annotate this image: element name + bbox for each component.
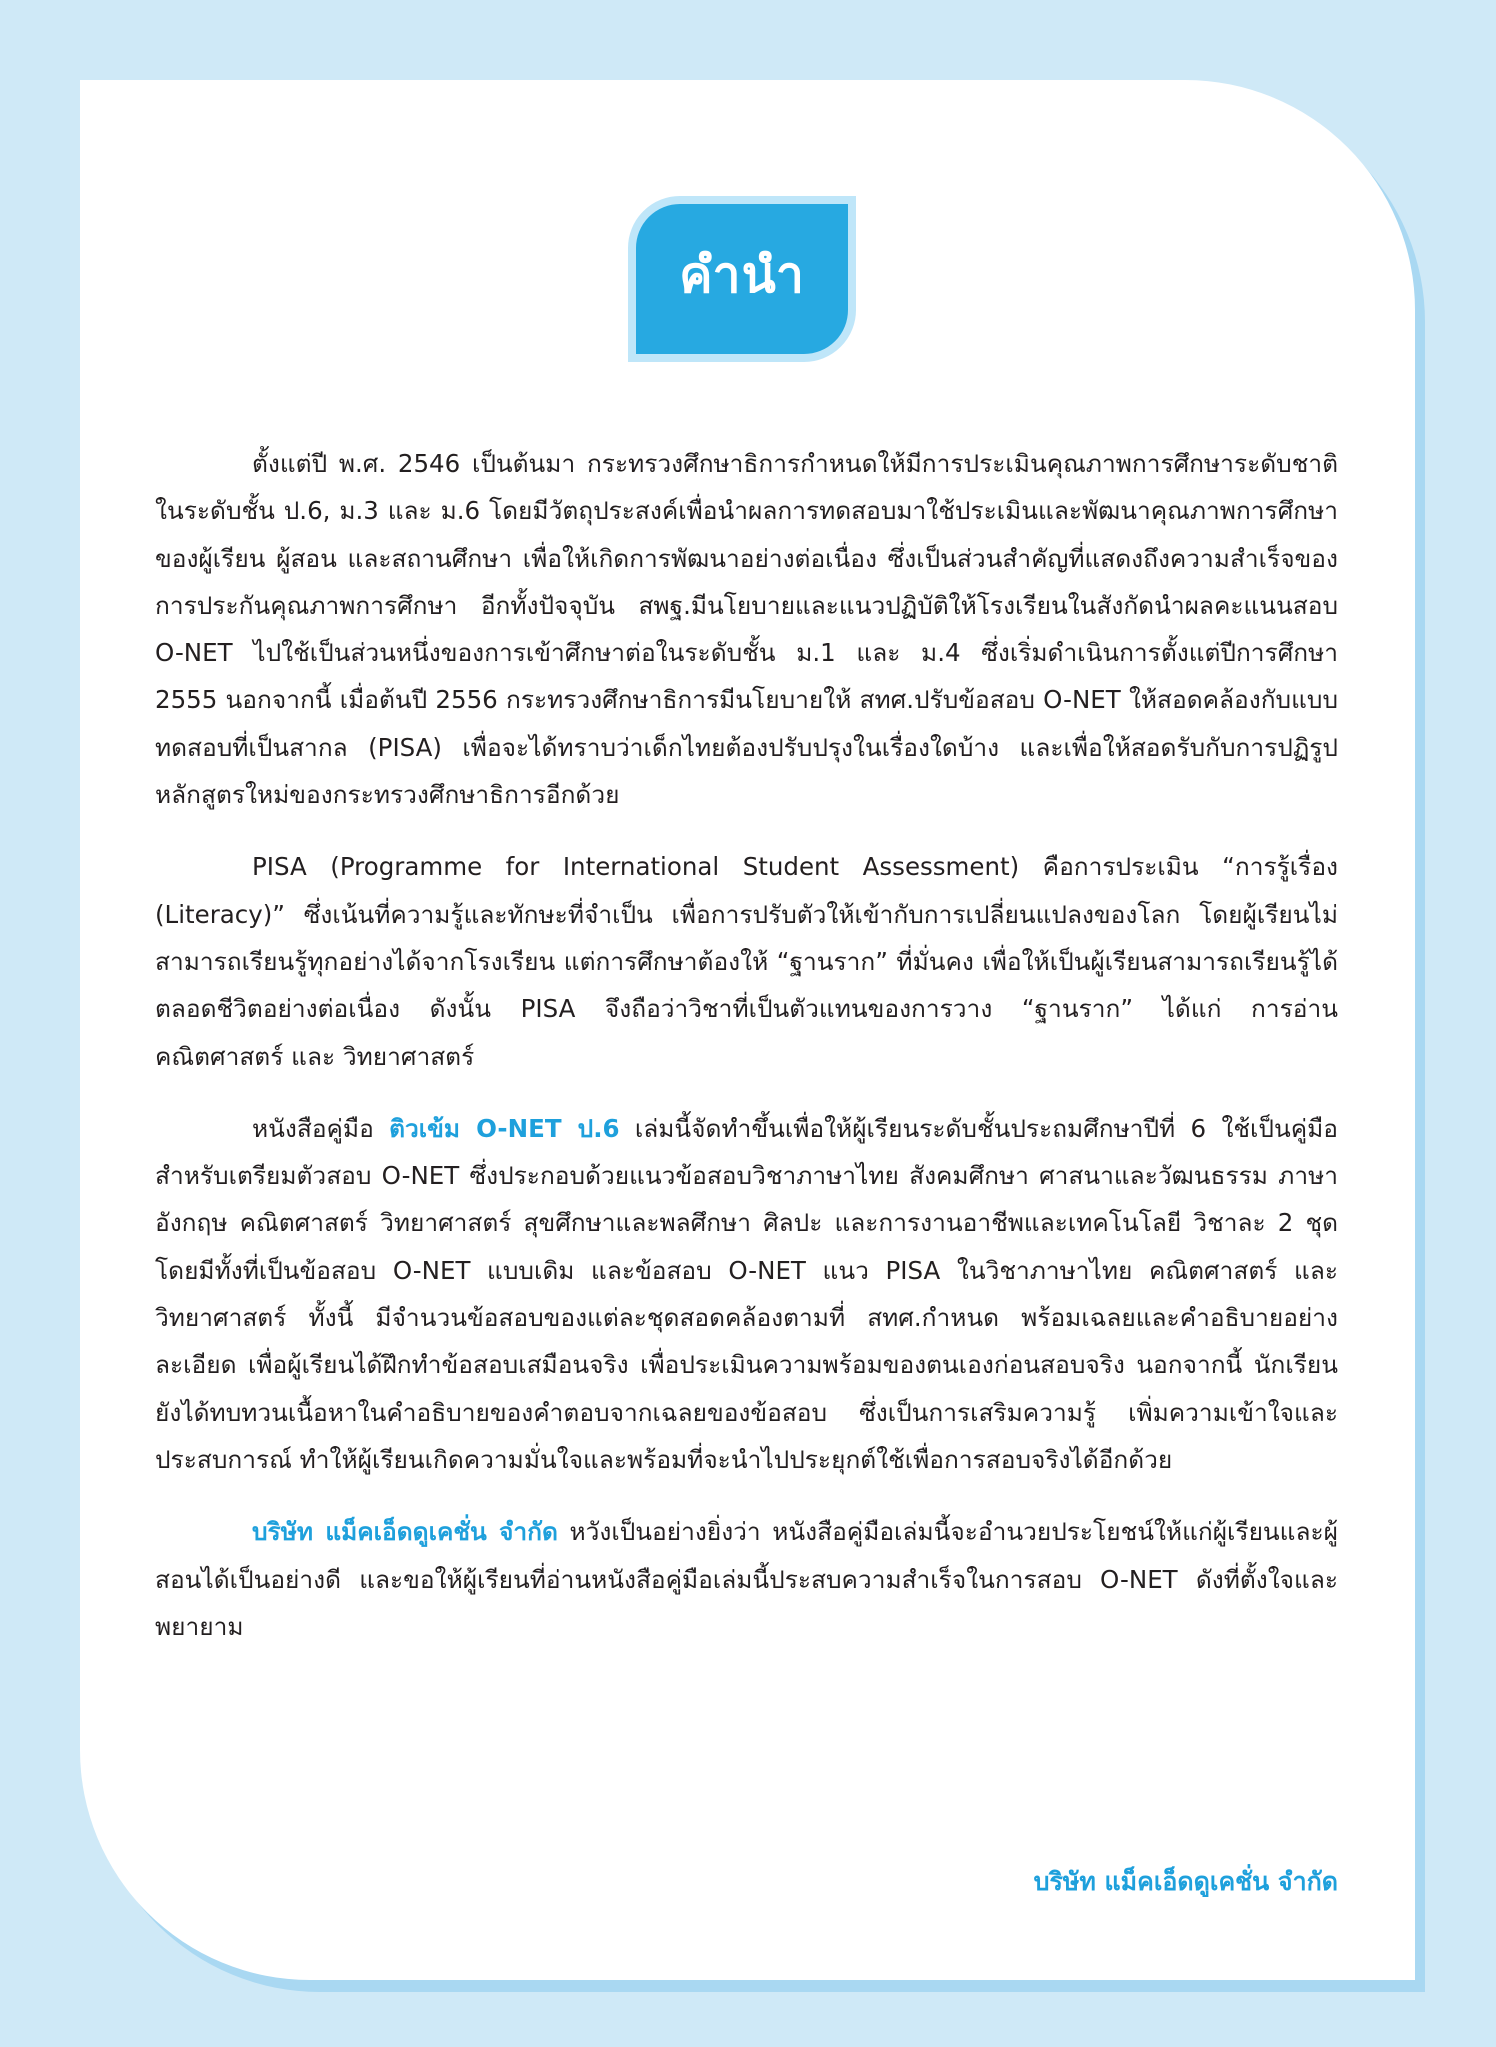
paragraph-4: [155, 1508, 1338, 1650]
company-name-highlight: บริษัท แม็คเอ็ดดูเคชั่น จำกัด: [252, 1517, 558, 1547]
paragraph-1: ตั้งแต่ปี พ.ศ. 2546 เป็นต้นมา กระทรวงศึกษาธิการกำหนดให้มีการประเมินคุณภาพการศึกษาระดับชาติในระดับชั้น ป.6, ม.3 และ ม.6 โดยมีวัตถุประสงค์เพื่อนำผลการทดสอบมาใช้ประเมินและพัฒนาคุณภาพการศึกษาของผู้เรียน ผู้สอน และสถานศึกษา เพื่อให้เกิดการพัฒนาอย่างต่อเนื่อง ซึ่งเป็นส่วนสำคัญที่แสดงถึงความสำเร็จของการประกันคุณภาพการศึกษา อีกทั้งปัจจุบัน สพฐ.มีนโยบายและแนวปฏิบัติให้โรงเรียนในสังกัดนำผลคะแนนสอบ O-NET ไปใช้เป็นส่วนหนึ่งของการเข้าศึกษาต่อในระดับชั้น ม.1 และ ม.4 ซึ่งเริ่มดำเนินการตั้งแต่ปีการศึกษา 2555 นอกจากนี้ เมื่อต้นปี 2556 กระทรวงศึกษาธิการมีนโยบายให้ สทศ.ปรับข้อสอบ O-NET ให้สอดคล้องกับแบบทดสอบที่เป็นสากล (PISA) เพื่อจะได้ทราบว่าเด็กไทยต้องปรับปรุงในเรื่องใดบ้าง และเพื่อให้สอดรับกับการปฏิรูปหลักสูตรใหม่ของกระทรวงศึกษาธิการอีกด้วย: [155, 449, 1338, 810]
paragraph-3: [155, 1105, 1338, 1483]
book-title-highlight: ติวเข้ม O-NET ป.6: [389, 1113, 620, 1143]
page-title: คำนำ: [679, 245, 805, 304]
paragraph-2: PISA (Programme for International Student Assessment) คือการประเมิน “การรู้เรื่อง (Literacy)” ซึ่งเน้นที่ความรู้และทักษะที่จำเป็น เพื่อการปรับตัวให้เข้ากับการเปลี่ยนแปลงของโลก โดยผู้เรียนไม่สามารถเรียนรู้ทุกอย่างได้จากโรงเรียน แต่การศึกษาต้องให้ “ฐานราก” ที่มั่นคง เพื่อให้เป็นผู้เรียนสามารถเรียนรู้ได้ตลอดชีวิตอย่างต่อเนื่อง ดังนั้น PISA จึงถือว่าวิชาที่เป็นตัวแทนของการวาง “ฐานราก” ได้แก่ การอ่าน คณิตศาสตร์ และ วิทยาศาสตร์: [155, 852, 1338, 1071]
paragraph-3-body: เล่มนี้จัดทำขึ้นเพื่อให้ผู้เรียนระดับชั้นประถมศึกษาปีที่ 6 ใช้เป็นคู่มือสำหรับเตรียมตัวสอบ O-NET ซึ่งประกอบด้วยแนวข้อสอบวิชาภาษาไทย สังคมศึกษา ศาสนาและวัฒนธรรม ภาษาอังกฤษ คณิตศาสตร์ วิทยาศาสตร์ สุขศึกษาและพลศึกษา ศิลปะ และการงานอาชีพและเทคโนโลยี วิชาละ 2 ชุด โดยมีทั้งที่เป็นข้อสอบ O-NET แบบเดิม และข้อสอบ O-NET แนว PISA ในวิชาภาษาไทย คณิตศาสตร์ และวิทยาศาสตร์ ทั้งนี้ มีจำนวนข้อสอบของแต่ละชุดสอดคล้องตามที่ สทศ.กำหนด พร้อมเฉลยและคำอธิบายอย่างละเอียด เพื่อผู้เรียนได้ฝึกทำข้อสอบเสมือนจริง เพื่อประเมินความพร้อมของตนเองก่อนสอบจริง นอกจากนี้ นักเรียนยังได้ทบทวนเนื้อหาในคำอธิบายของคำตอบจากเฉลยของข้อสอบ ซึ่งเป็นการเสริมความรู้ เพิ่มความเข้าใจและประสบการณ์ ทำให้ผู้เรียนเกิดความมั่นใจและพร้อมที่จะนำไปประยุกต์ใช้เพื่อการสอบจริงได้อีกด้วย: [155, 1113, 1338, 1474]
preface-body: [155, 440, 1338, 1675]
title-badge: [628, 196, 856, 362]
paragraph-4-body: หวังเป็นอย่างยิ่งว่า หนังสือคู่มือเล่มนี้จะอำนวยประโยชน์ให้แก่ผู้เรียนและผู้สอนได้เป็นอย่างดี และขอให้ผู้เรียนที่อ่านหนังสือคู่มือเล่มนี้ประสบความสำเร็จในการสอบ O-NET ดังที่ตั้งใจและพยายาม: [155, 1517, 1338, 1641]
paragraph-3-intro: หนังสือคู่มือ: [252, 1113, 390, 1143]
signature: บริษัท แม็คเอ็ดดูเคชั่น จำกัด: [1033, 1867, 1338, 1896]
